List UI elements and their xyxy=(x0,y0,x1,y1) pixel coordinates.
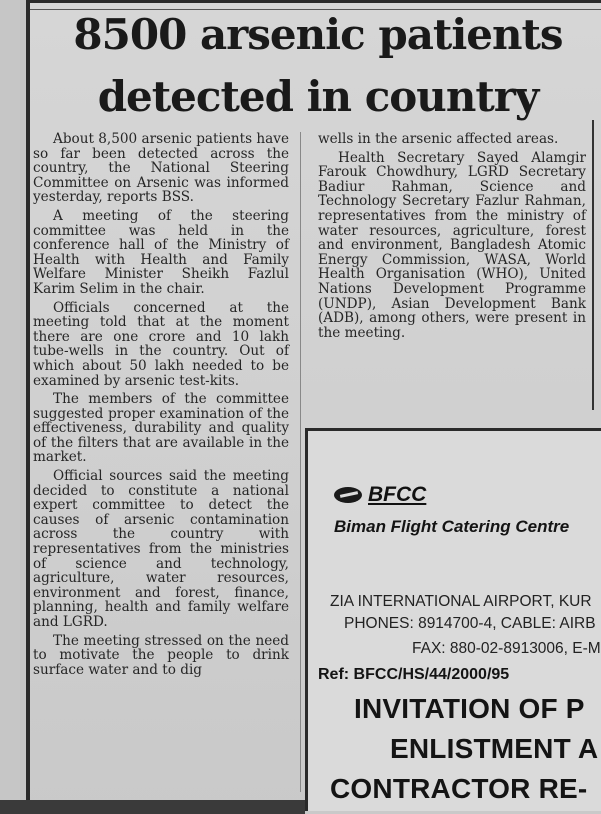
plane-logo-icon xyxy=(334,487,362,503)
paragraph: Health Secretary Sayed Alamgir Farouk Chowdhury, LGRD Secretary Badiur Rahman, Science and Technology Secretary Fazlur Rahman, representatives from the ministry of water resources, agriculture, forest and environment, Bangladesh Atomic Energy Commission, WASA, World Health Organisation (WHO), United Nations Development Programme (UNDP), Asian Development Bank (ADB), among others, were present in the meeting. xyxy=(318,149,586,341)
bfcc-logo xyxy=(334,483,426,507)
paragraph: The meeting stressed on the need to motivate the people to drink surface water and to dig xyxy=(33,632,289,678)
address-line: ZIA INTERNATIONAL AIRPORT, KUR xyxy=(330,593,592,610)
article-column-2 xyxy=(318,132,586,344)
logo-text: BFCC xyxy=(368,483,427,506)
company-name: Biman Flight Catering Centre xyxy=(334,517,570,536)
ad-heading-1: INVITATION OF P xyxy=(354,693,585,724)
article-column-1 xyxy=(33,132,289,681)
paragraph: The members of the committee suggested proper examination of the effectiveness, durability and quality of the filters that are available in the market. xyxy=(33,391,289,466)
right-rule xyxy=(592,120,594,410)
fax-line: FAX: 880-02-8913006, E-M xyxy=(412,640,601,657)
top-rule xyxy=(26,0,601,10)
paragraph: About 8,500 arsenic patients have so far been detected across the country, the National Steering Committee on Arsenic was informed yesterday, reports BSS. xyxy=(33,131,289,206)
ad-heading-2: ENLISTMENT A xyxy=(390,733,599,764)
paragraph: A meeting of the steering committee was held in the conference hall of the Ministry of Health with Health and Family Welfare Minister Sheikh Fazlul Karim Selim in the chair. xyxy=(33,207,289,297)
bottom-rule xyxy=(0,800,305,814)
paragraph: Officials concerned at the meeting told that at the moment there are one crore and 10 lakh tube-wells in the country. Out of which about 50 lakh needed to be examined by arsenic test-kits. xyxy=(33,299,289,389)
reference-number: Ref: BFCC/HS/44/2000/95 xyxy=(318,666,510,683)
left-rule xyxy=(26,0,30,800)
ad-heading-3: CONTRACTOR RE- xyxy=(330,773,588,804)
headline-line-2: detected in country xyxy=(97,72,539,121)
paragraph: wells in the arsenic affected areas. xyxy=(318,131,559,147)
column-divider xyxy=(300,132,301,792)
adjacent-column-edge xyxy=(0,0,26,814)
phones-line: PHONES: 8914700-4, CABLE: AIRB xyxy=(344,615,596,632)
paragraph: Official sources said the meeting decided to constitute a national expert committee to detect the causes of arsenic contamination across the country with representatives from the ministries of science and technology, agriculture, water resources, environment and forest, finance, planning, health and family welfare and LGRD. xyxy=(33,468,289,630)
headline-line-1: 8500 arsenic patients xyxy=(73,10,563,59)
advertisement-box xyxy=(305,428,601,811)
